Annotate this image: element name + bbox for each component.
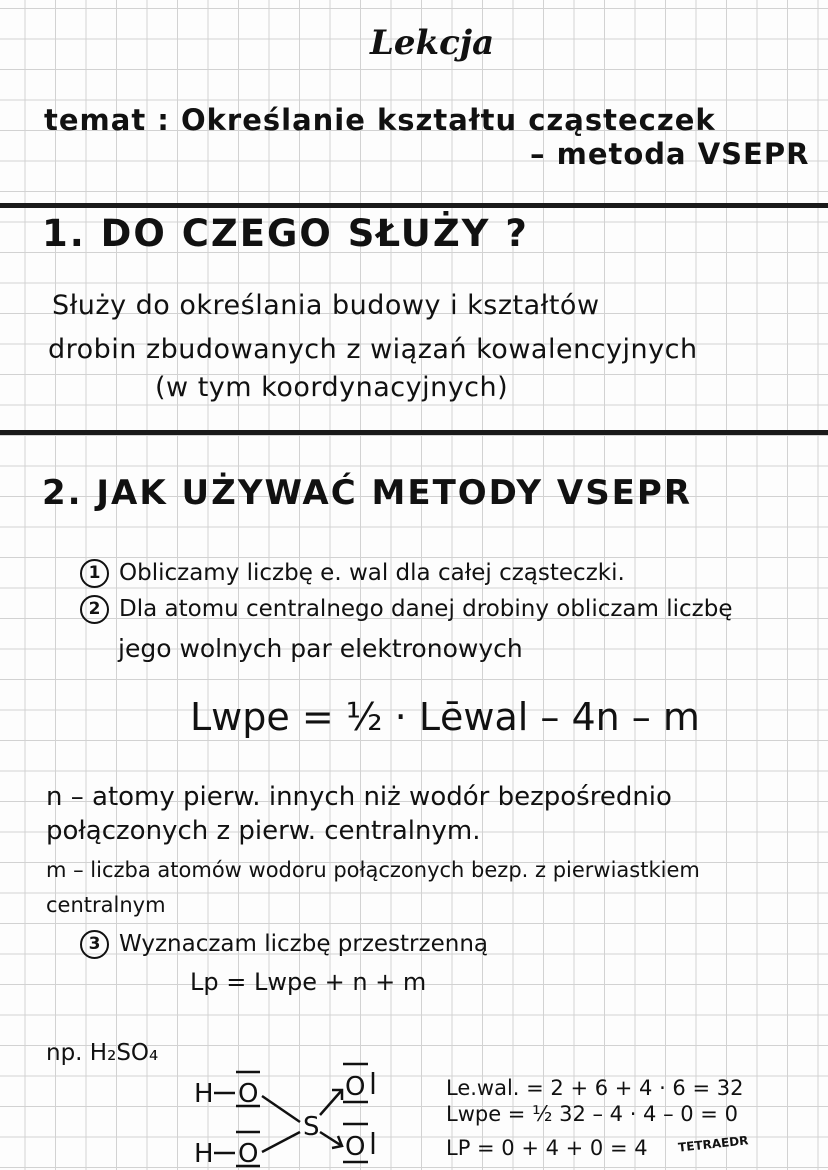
step-3-number: 3 xyxy=(80,930,109,959)
oxygen-atom-bottom-right: O xyxy=(345,1132,366,1162)
step-2-number: 2 xyxy=(80,595,109,624)
definition-m-line-2: centralnym xyxy=(46,893,166,917)
definition-m-line-1: m – liczba atomów wodoru połączonych bezp. z pierwiastkiem xyxy=(46,858,700,882)
step-2 xyxy=(80,595,733,624)
step-2-text: Dla atomu centralnego danej drobiny obliczam liczbę xyxy=(119,596,733,622)
lp-formula: Lp = Lwpe + n + m xyxy=(190,968,427,996)
oxygen-atom-bottom-left: O xyxy=(238,1139,259,1169)
lesson-title: Lekcja xyxy=(370,23,495,63)
step-1 xyxy=(80,559,625,588)
topic-line-2: – metoda VSEPR xyxy=(530,137,810,171)
section-1-heading: 1. DO CZEGO SŁUŻY ? xyxy=(42,212,529,255)
shape-label: TETRAEDR xyxy=(677,1133,750,1155)
section-1-line-1: Służy do określania budowy i kształtów xyxy=(52,290,600,321)
divider-1 xyxy=(0,203,828,208)
step-1-text: Obliczamy liczbę e. wal dla całej cząsteczki. xyxy=(119,560,625,586)
calc-line-2: Lwpe = ½ 32 – 4 · 4 – 0 = 0 xyxy=(446,1102,738,1126)
lwpe-formula: Lwpe = ½ · Lēwal – 4n – m xyxy=(190,695,700,739)
step-2-text-continued: jego wolnych par elektronowych xyxy=(118,634,523,663)
sulfur-atom: S xyxy=(303,1112,320,1142)
section-2-heading: 2. JAK UŻYWAĆ METODY VSEPR xyxy=(42,473,693,513)
section-1-line-3: (w tym koordynacyjnych) xyxy=(155,372,509,403)
calc-line-1: Le.wal. = 2 + 6 + 4 · 6 = 32 xyxy=(446,1076,744,1100)
divider-2 xyxy=(0,430,828,435)
oxygen-atom-top-left: O xyxy=(238,1079,259,1109)
step-3 xyxy=(80,930,488,959)
example-label: np. H₂SO₄ xyxy=(46,1040,159,1066)
step-1-number: 1 xyxy=(80,559,109,588)
oxygen-atom-top-right: O xyxy=(345,1072,366,1102)
h2so4-structure xyxy=(190,1060,410,1170)
definition-n-line-1: n – atomy pierw. innych niż wodór bezpośrednio xyxy=(46,782,672,812)
step-3-text: Wyznaczam liczbę przestrzenną xyxy=(119,931,488,957)
topic-line-1: temat : Określanie kształtu cząsteczek xyxy=(44,103,716,137)
definition-n-line-2: połączonych z pierw. centralnym. xyxy=(46,816,481,846)
calc-line-3: LP = 0 + 4 + 0 = 4 xyxy=(446,1136,648,1160)
hydrogen-atom-bottom: H xyxy=(194,1139,214,1169)
section-1-line-2: drobin zbudowanych z wiązań kowalencyjnych xyxy=(48,334,698,365)
hydrogen-atom-top: H xyxy=(194,1079,214,1109)
